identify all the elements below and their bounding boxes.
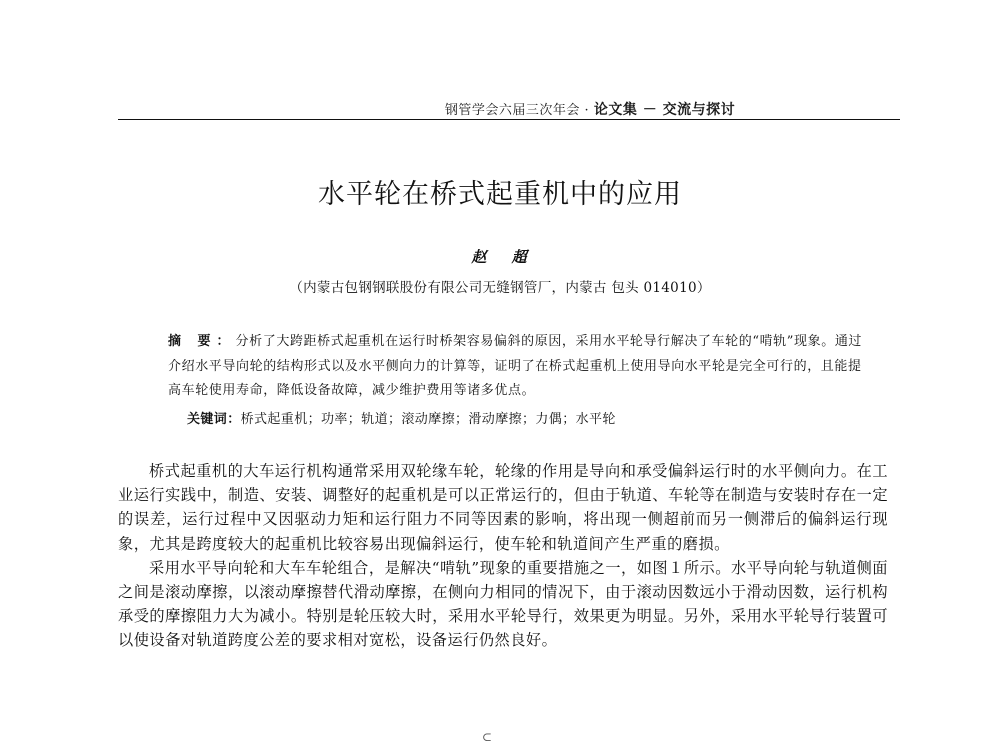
header-conference: 钢管学会六届三次年会 · — [444, 103, 590, 118]
author-affiliation: （内蒙古包钢钢联股份有限公司无缝钢管厂，内蒙古 包头 014010） — [289, 280, 711, 296]
author-name: 赵 超 — [471, 248, 537, 266]
body-paragraph-2: 采用水平导向轮和大车车轮组合，是解决“啃轨”现象的重要措施之一，如图１所示。水平导向轮与轨道侧面之间是滚动摩擦，以滚动摩擦替代滑动摩擦，在侧向力相同的情况下，由于滚动因数远小于滑动因数，运行机构承受的摩擦阻力大为减小。特别是轮压较大时，采用水平轮导行，效果更为明显。另外，采用水平轮导行装置可以使设备对轨道跨度公差的要求相对宽松，设备运行仍然良好。 — [118, 558, 888, 650]
abstract — [149, 330, 869, 404]
keywords-text: 桥式起重机；功率；轨道；滚动摩擦；滑动摩擦；力偶；水平轮 — [240, 412, 616, 427]
paper-title: 水平轮在桥式起重机中的应用 — [318, 179, 682, 210]
body-paragraph-1: 桥式起重机的大车运行机构通常采用双轮缘车轮，轮缘的作用是导向和承受偏斜运行时的水平侧向力。在工业运行实践中，制造、安装、调整好的起重机是可以正常运行的，但由于轨道、车轮等在制造与安装时存在一定的误差，运行过程中又因驱动力矩和运行阻力不同等因素的影响，将出现一侧超前而另一侧滞后的偏斜运行现象，尤其是跨度较大的起重机比较容易出现偏斜运行，使车轮和轨道间产生严重的磨损。 — [118, 462, 888, 553]
body-text — [118, 459, 888, 653]
header-rule — [118, 119, 900, 120]
page-number-mark: ⊂ — [482, 730, 493, 744]
running-header — [290, 99, 890, 119]
abstract-text: 分析了大跨距桥式起重机在运行时桥架容易偏斜的原因，采用水平轮导行解决了车轮的“啃轨”现象。通过介绍水平导向轮的结构形式以及水平侧向力的计算等，证明了在桥式起重机上使用导向水平轮是完全可行的，且能提高车轮使用寿命，降低设备故障，减少维护费用等诸多优点。 — [168, 334, 863, 398]
keywords — [187, 408, 887, 432]
keywords-label: 关键词： — [187, 412, 241, 427]
abstract-label: 摘 要： — [168, 334, 236, 349]
header-section: 论文集 － 交流与探讨 — [593, 102, 736, 118]
